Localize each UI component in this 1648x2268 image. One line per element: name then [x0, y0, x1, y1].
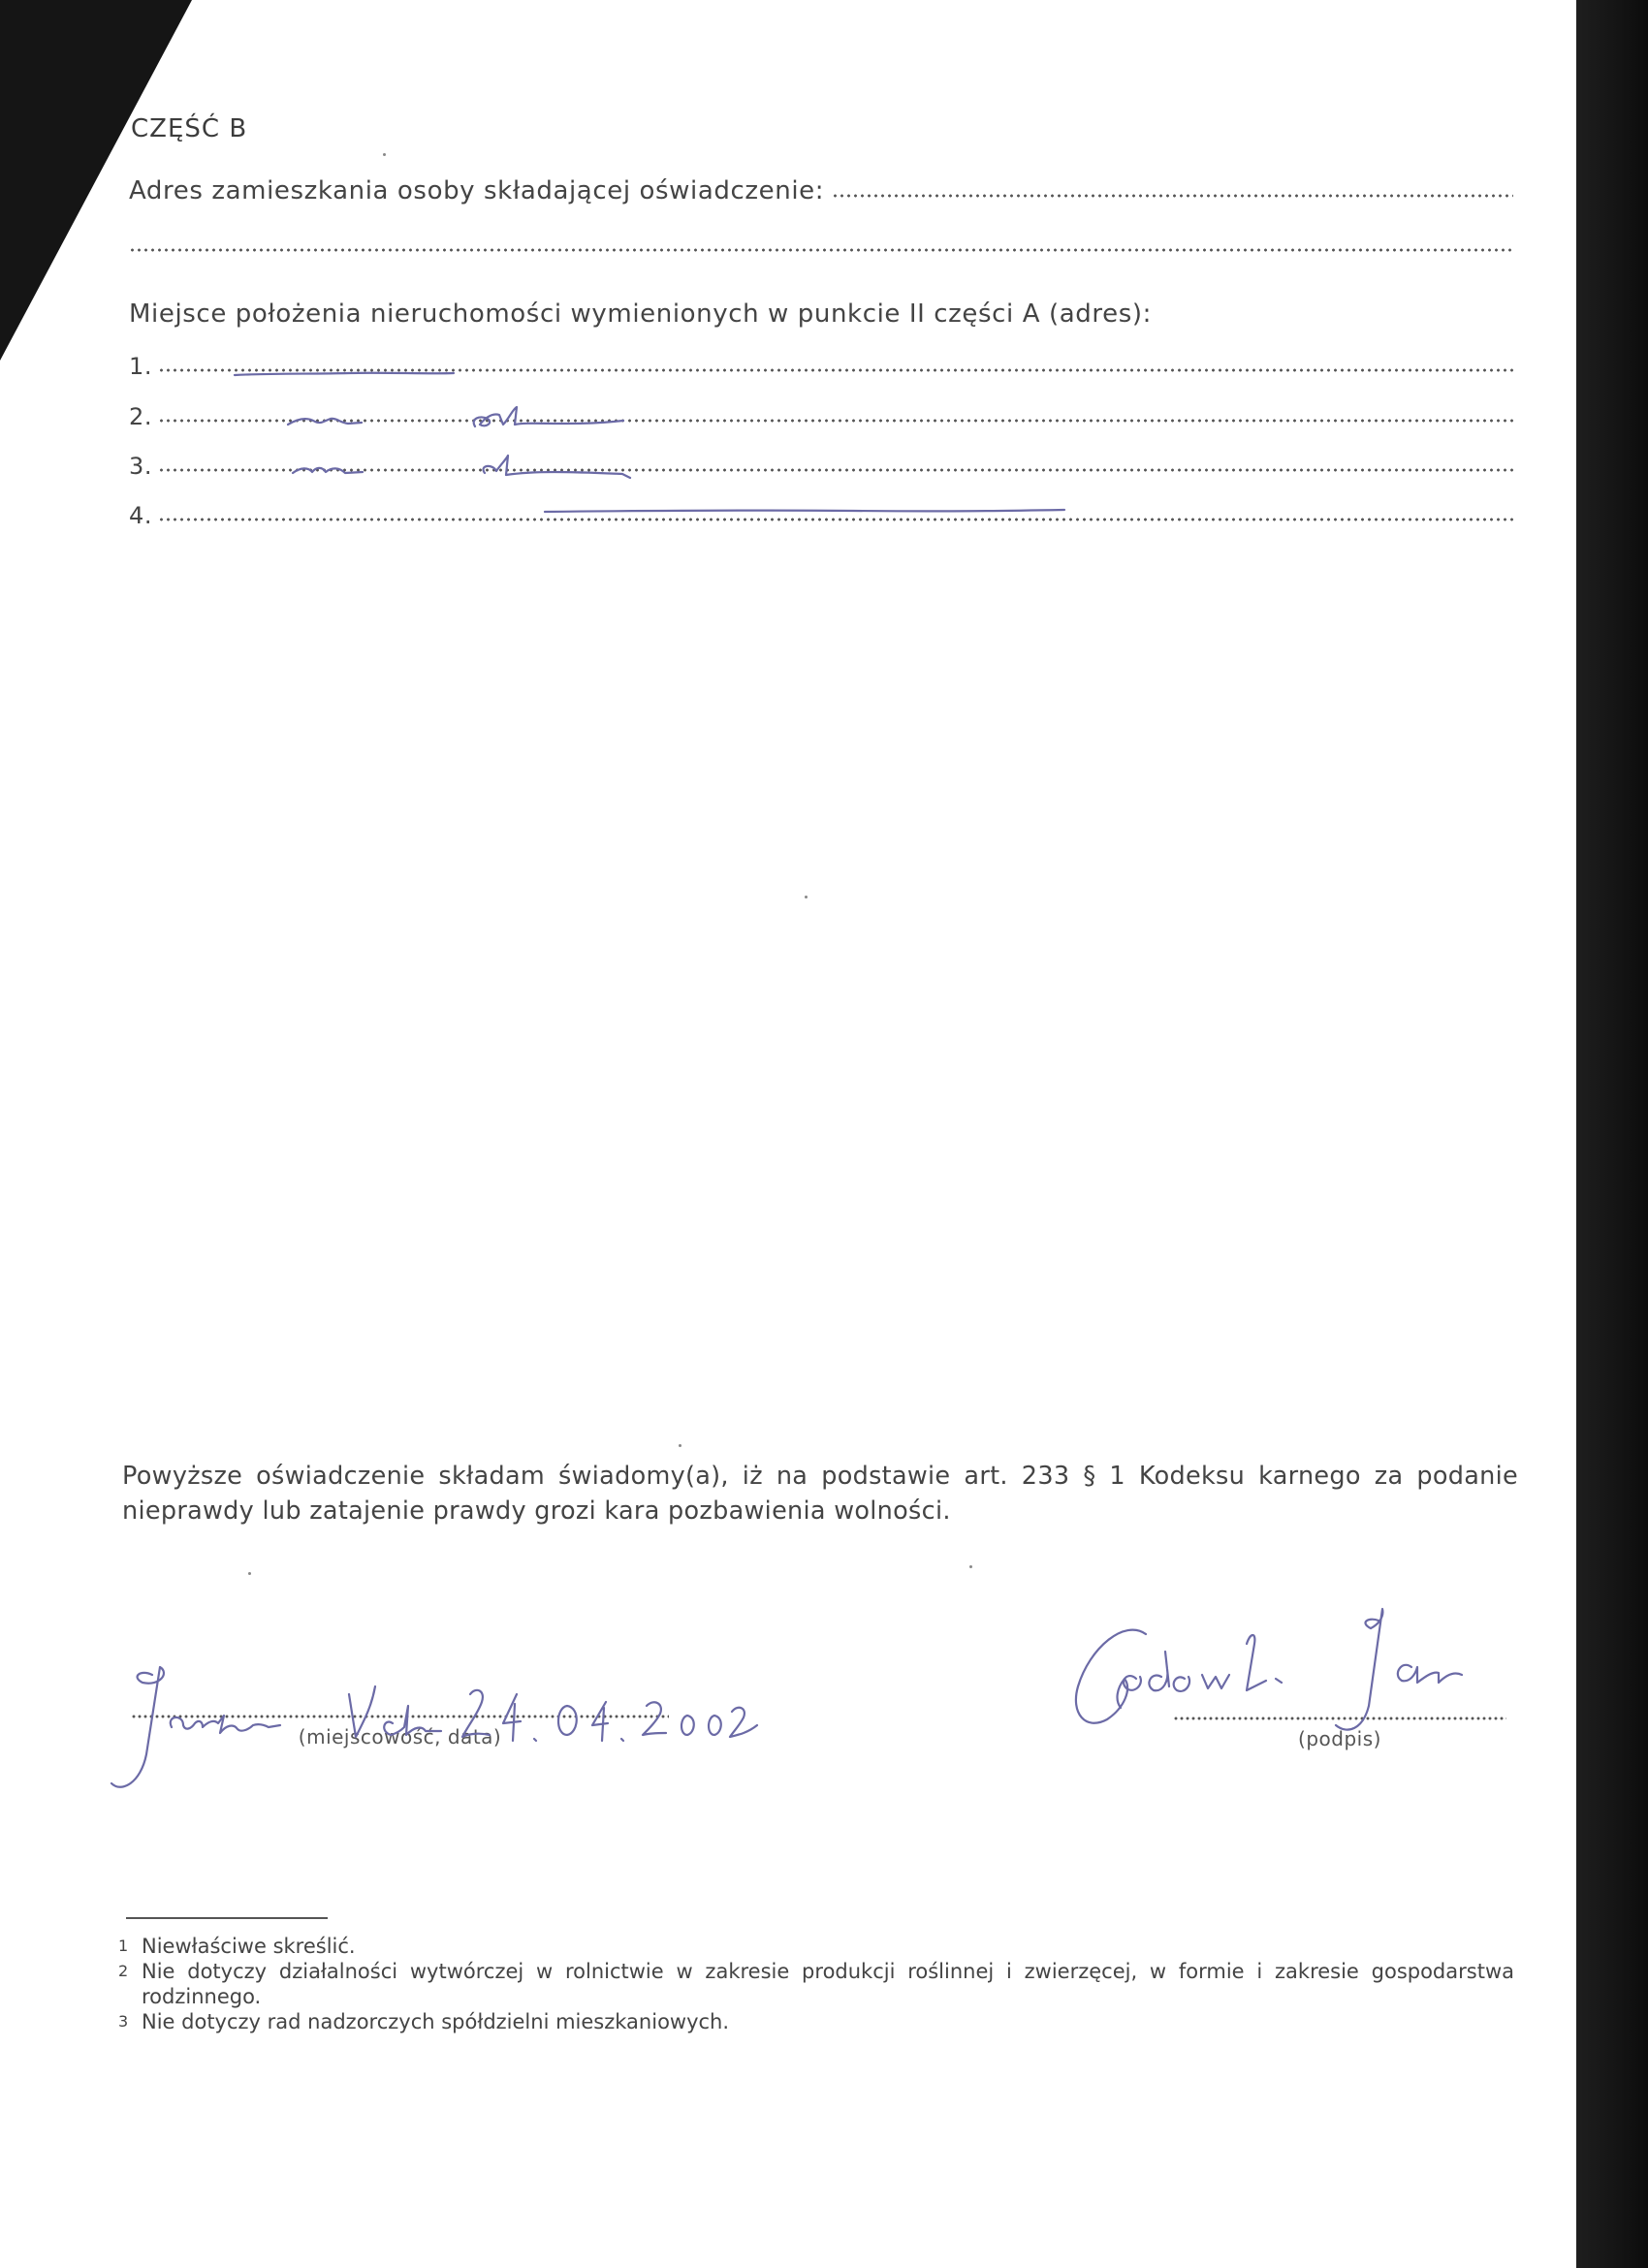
- footnote-marker: 3: [118, 2012, 129, 2031]
- address-fill-line-2[interactable]: [129, 247, 1513, 253]
- handwritten-dash-item-4: [543, 504, 1066, 518]
- footnote-item: [118, 2009, 1514, 2034]
- footnote-marker: 1: [118, 1937, 129, 1955]
- scan-speck: [248, 1572, 251, 1575]
- handwritten-mark-item-2: [286, 397, 635, 436]
- scan-speck: [679, 1444, 681, 1447]
- property-label-row: [129, 296, 1513, 329]
- footnotes: [118, 1934, 1514, 2034]
- scan-speck: [969, 1565, 972, 1568]
- footnote-text: Nie dotyczy rad nadzorczych spółdzielni mieszkaniowych.: [142, 2010, 730, 2033]
- place-date-caption: (miejscowość, data): [298, 1725, 502, 1748]
- handwritten-place-date: [102, 1648, 761, 1803]
- handwritten-dash-item-1: [233, 363, 456, 383]
- footnote-item: [118, 1959, 1514, 2009]
- property-item-number: 2.: [129, 403, 153, 430]
- footnote-separator: [126, 1917, 328, 1919]
- address-fill-line[interactable]: [832, 193, 1513, 199]
- scan-shadow-edge: [1576, 0, 1648, 2268]
- property-item-number: 1.: [129, 353, 153, 380]
- address-label: Adres zamieszkania osoby składającej oświadczenie:: [129, 176, 825, 205]
- scan-speck: [383, 153, 386, 156]
- address-row: [129, 173, 1513, 205]
- declaration-text: Powyższe oświadczenie składam świadomy(a), iż na podstawie art. 233 § 1 Kodeksu karnego za podanie nieprawdy lub zatajenie prawdy grozi kara pozbawienia wolności.: [122, 1462, 1518, 1526]
- footnote-item: [118, 1934, 1514, 1959]
- handwritten-signature: [1057, 1599, 1522, 1745]
- footnote-text: Niewłaściwe skreślić.: [142, 1935, 356, 1958]
- address-continuation-row: [129, 227, 1513, 260]
- footnote-marker: 2: [118, 1962, 129, 1980]
- handwritten-mark-item-3: [291, 446, 650, 485]
- section-title: CZĘŚĆ B: [131, 114, 248, 143]
- property-item-number: 4.: [129, 502, 153, 529]
- scan-speck: [805, 896, 808, 898]
- property-item-number: 3.: [129, 453, 153, 480]
- signature-caption: (podpis): [1298, 1727, 1381, 1750]
- footnote-text: Nie dotyczy działalności wytwórczej w rolnictwie w zakresie produkcji roślinnej i zwierzęcej, w formie i zakresie gospodarstwa rodzinnego.: [142, 1960, 1514, 2008]
- property-label: Miejsce położenia nieruchomości wymienionych w punkcie II części A (adres):: [129, 299, 1152, 329]
